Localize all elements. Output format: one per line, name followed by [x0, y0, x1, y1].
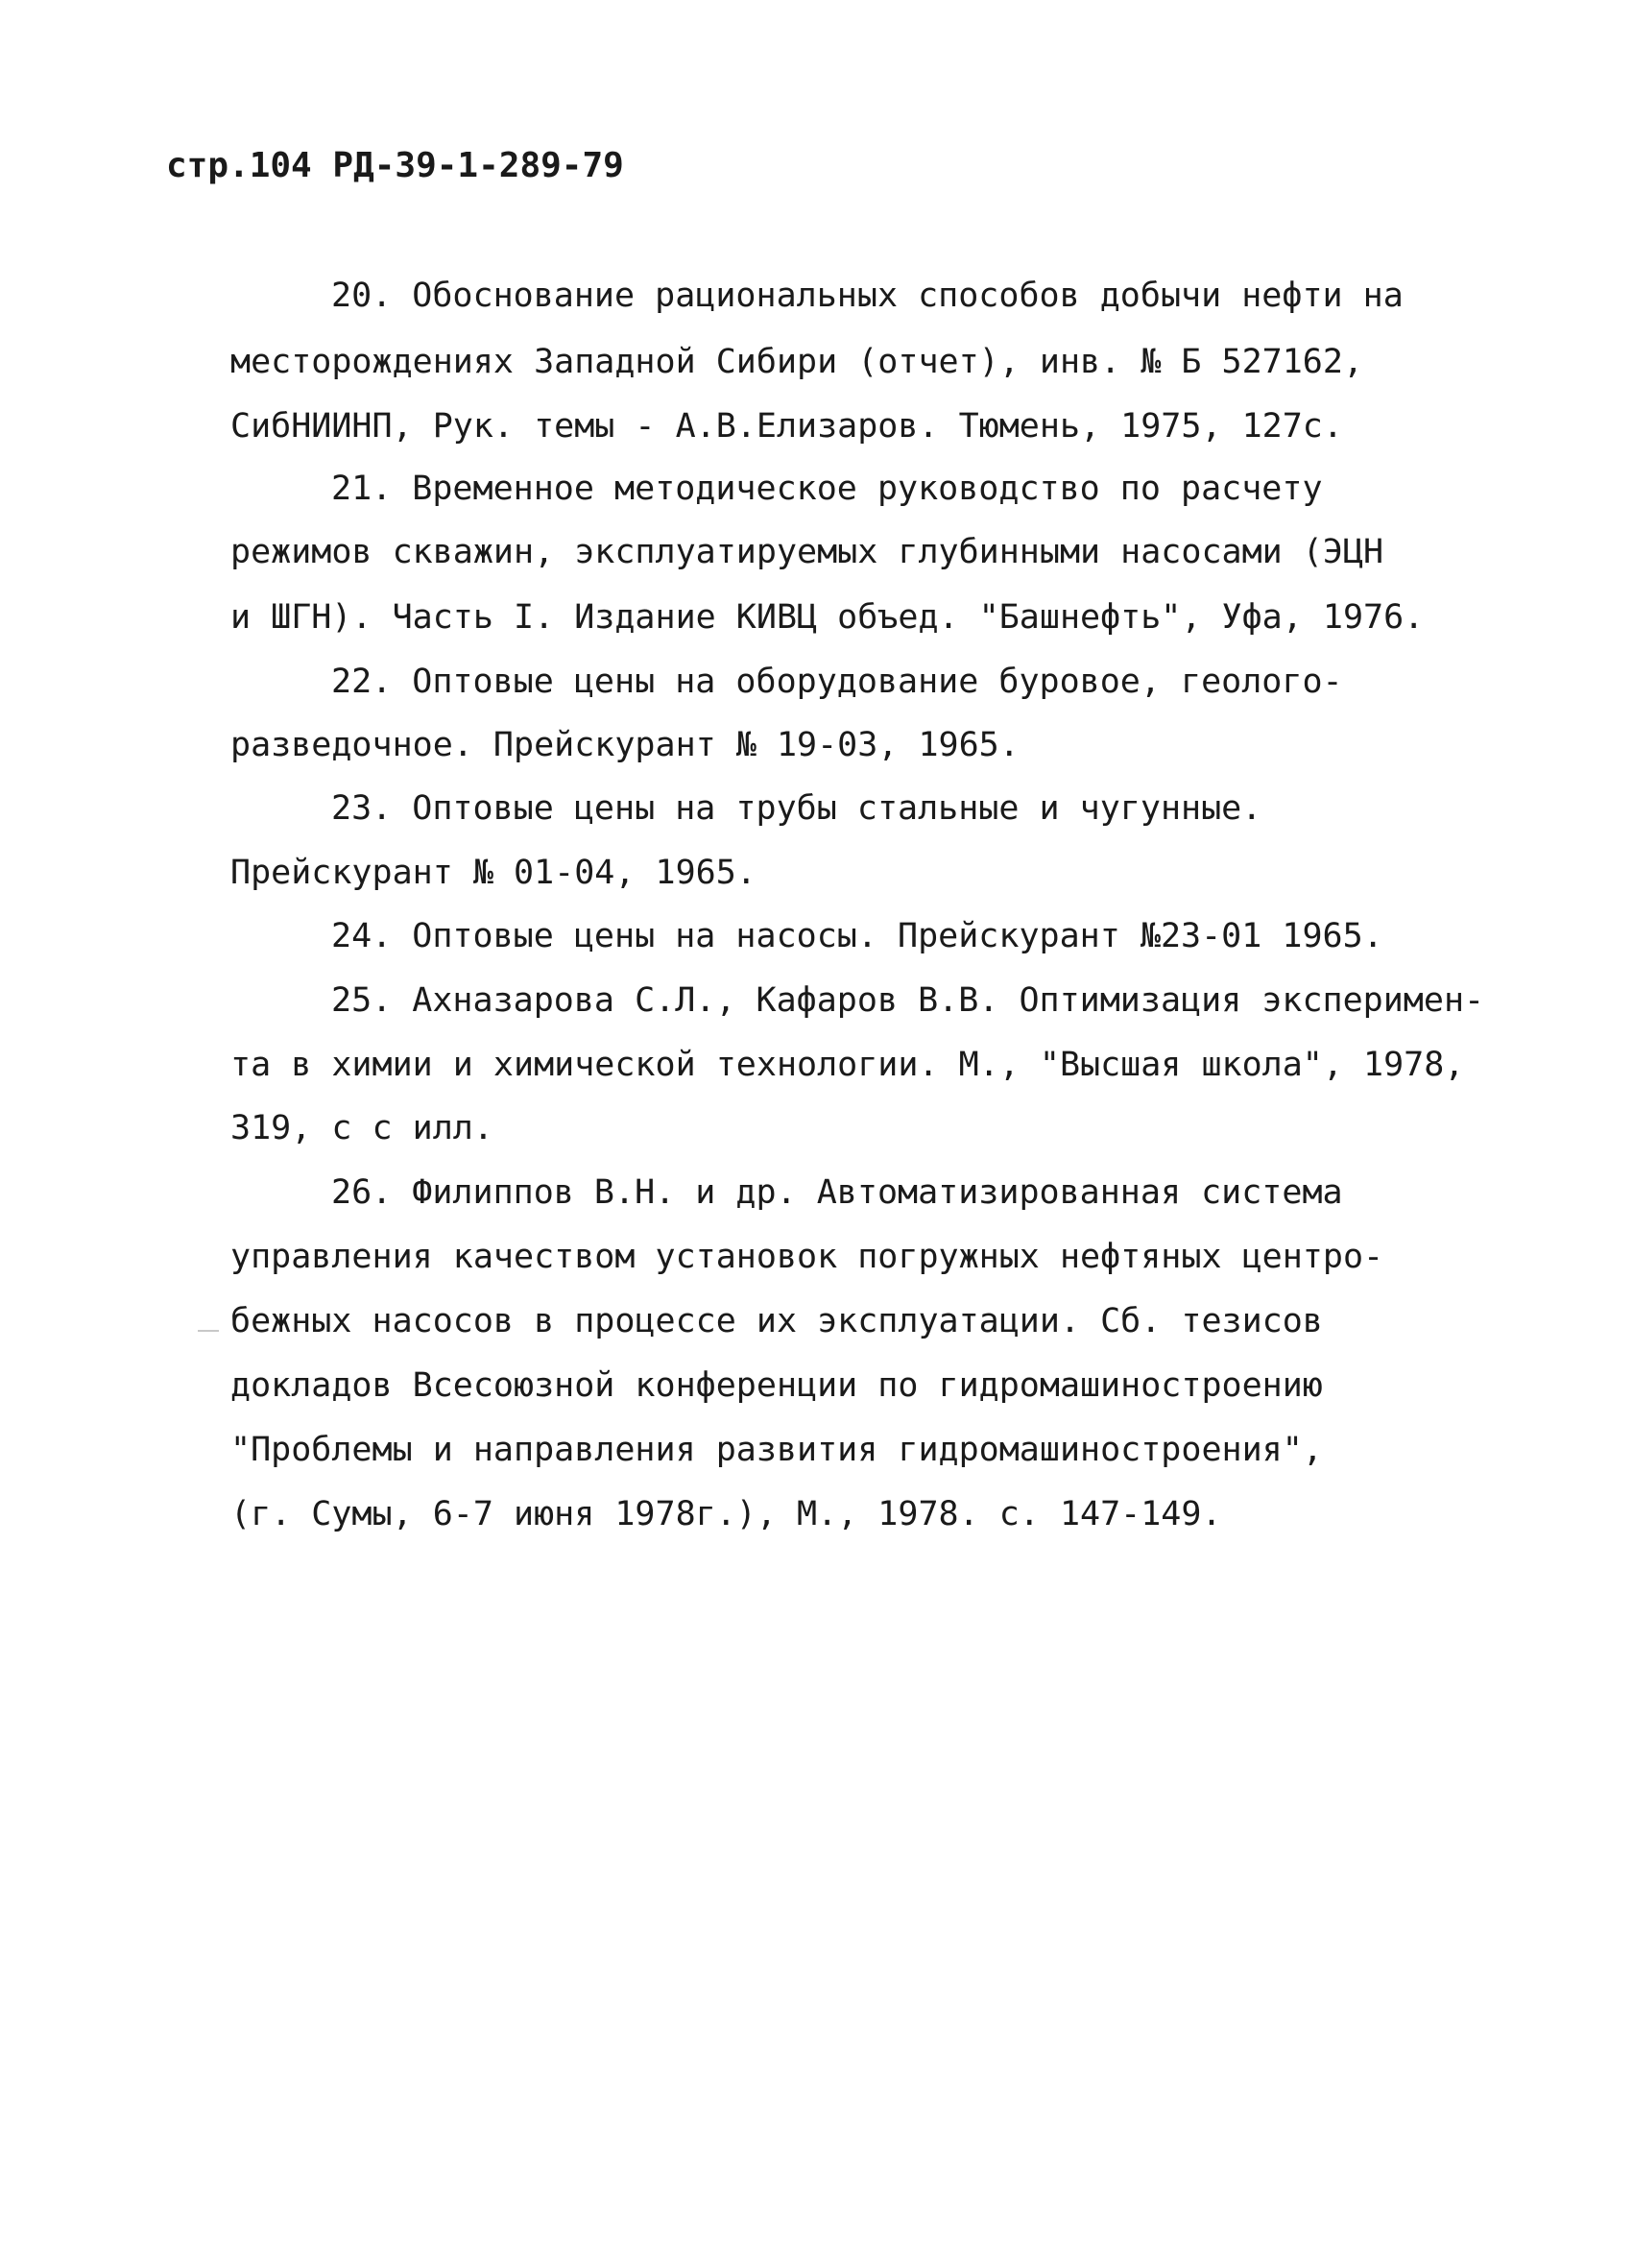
reference-23-line-1: 23. Оптовые цены на трубы стальные и чугунные.	[331, 789, 1262, 828]
reference-22-line-2: разведочное. Прейскурант № 19-03, 1965.	[230, 726, 1020, 764]
reference-20-line-3: СибНИИНП, Рук. темы - А.В.Елизаров. Тюмень, 1975, 127с.	[230, 407, 1343, 446]
reference-26-line-4: докладов Всесоюзной конференции по гидромашиностроению	[230, 1366, 1323, 1405]
reference-26-line-2: управления качеством установок погружных нефтяных центро-	[230, 1238, 1384, 1276]
page-header: стр.104 РД-39-1-289-79	[166, 146, 624, 185]
reference-21-line-2: режимов скважин, эксплуатируемых глубинными насосами (ЭЦН	[230, 533, 1384, 571]
reference-21-line-1: 21. Временное методическое руководство по расчету	[331, 470, 1323, 508]
reference-26-line-6: (г. Сумы, 6-7 июня 1978г.), М., 1978. с. 147-149.	[230, 1495, 1222, 1533]
reference-22-line-1: 22. Оптовые цены на оборудование буровое, геолого-	[331, 663, 1343, 701]
reference-26-line-3: бежных насосов в процессе их эксплуатации. Сб. тезисов	[230, 1302, 1323, 1340]
reference-25-line-2: та в химии и химической технологии. М., "Высшая школа", 1978,	[230, 1046, 1465, 1084]
reference-26-line-5: "Проблемы и направления развития гидромашиностроения",	[230, 1431, 1323, 1469]
reference-25-line-3: 319, с с илл.	[230, 1109, 493, 1147]
margin-mark	[198, 1330, 219, 1332]
reference-25-line-1: 25. Ахназарова С.Л., Кафаров В.В. Оптимизация эксперимен-	[331, 981, 1485, 1020]
reference-26-line-1: 26. Филиппов В.Н. и др. Автоматизированная система	[331, 1173, 1343, 1212]
reference-20-line-2: месторождениях Западной Сибири (отчет), инв. № Б 527162,	[230, 343, 1364, 381]
reference-23-line-2: Прейскурант № 01-04, 1965.	[230, 854, 756, 892]
reference-21-line-3: и ШГН). Часть I. Издание КИВЦ объед. "Башнефть", Уфа, 1976.	[230, 598, 1425, 637]
reference-20-line-1: 20. Обоснование рациональных способов добычи нефти на	[331, 277, 1404, 315]
reference-24-line-1: 24. Оптовые цены на насосы. Прейскурант №23-01 1965.	[331, 917, 1383, 955]
